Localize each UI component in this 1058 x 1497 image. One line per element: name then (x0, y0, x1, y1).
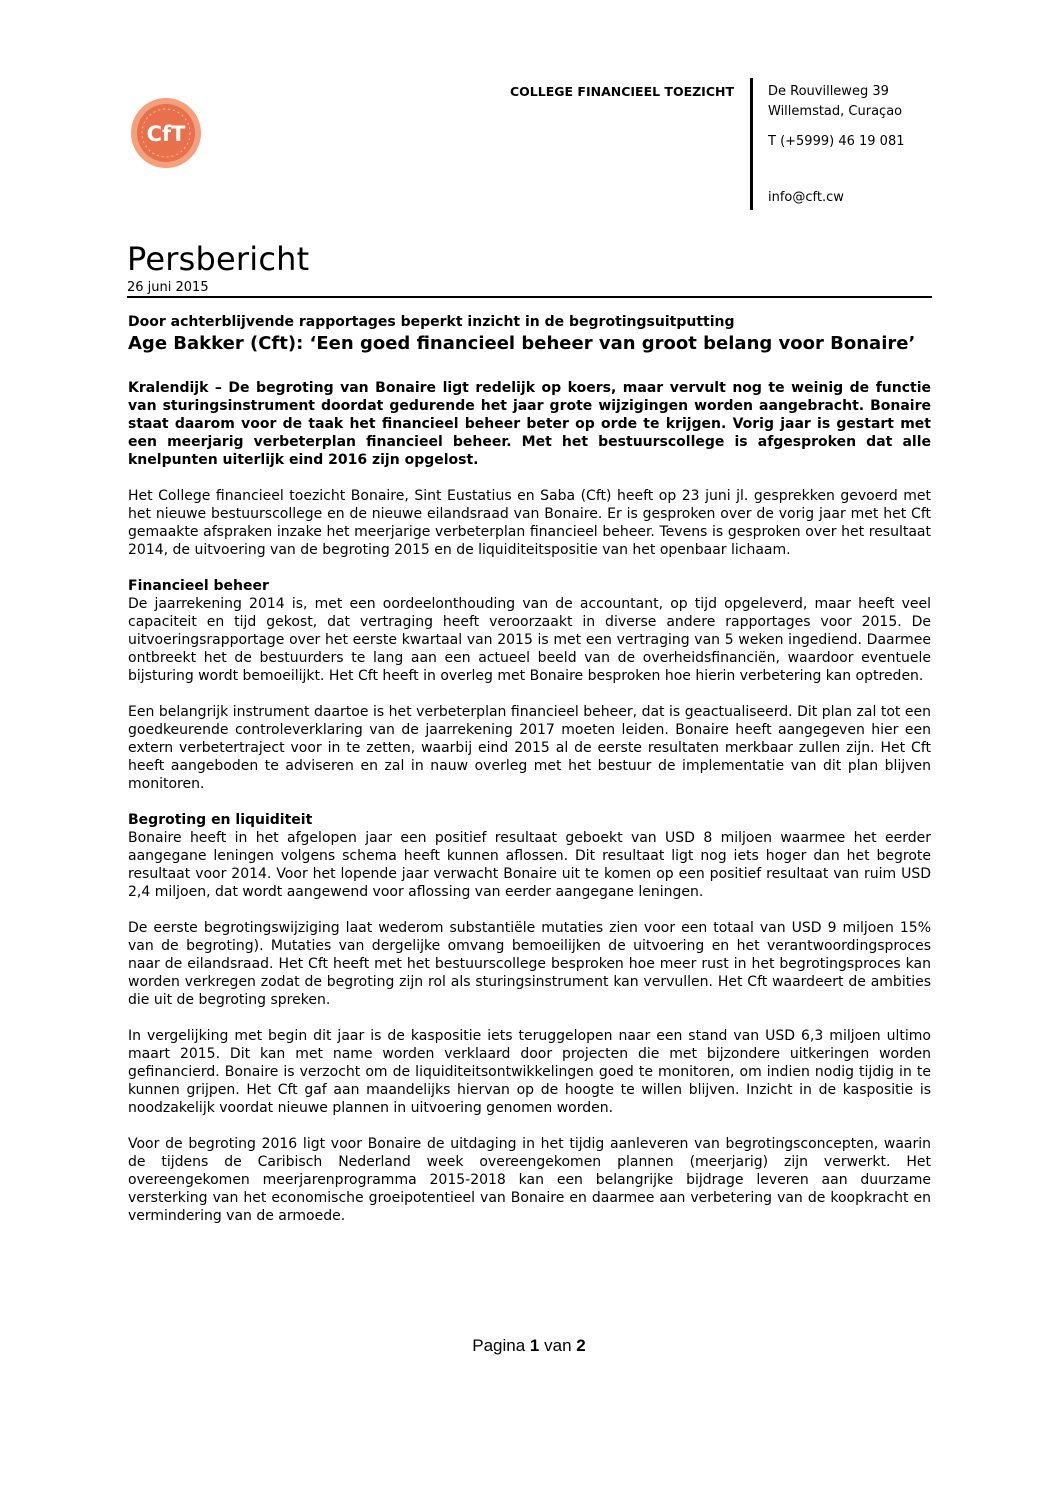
paragraph: Een belangrijk instrument daartoe is het verbeterplan financieel beheer, dat is geactualiseerd. Dit plan zal tot een goedkeurende controleverklaring van de jaarrekening 2017 moeten leiden. Bonaire heeft aangegeven hier een extern verbetertraject voor in te zetten, waarbij eind 2015 al de eerste resultaten merkbaar zullen zijn. Het Cft heeft aangeboden te adviseren en zal in nauw overleg met het bestuur de implementatie van dit plan blijven monitoren. (128, 704, 931, 792)
section-heading-financieel-beheer: Financieel beheer (128, 578, 269, 594)
address-line1: De Rouvilleweg 39 (768, 84, 889, 99)
address-line2: Willemstad, Curaçao (768, 104, 903, 119)
section-heading-begroting: Begroting en liquiditeit (128, 812, 313, 828)
cft-logo (130, 97, 202, 169)
phone: T (+5999) 46 19 081 (768, 134, 905, 149)
cft-logo-icon (130, 97, 202, 169)
page-current: 1 (529, 1336, 540, 1355)
page-word: Pagina (472, 1336, 526, 1355)
headline: Age Bakker (Cft): ‘Een goed financieel beheer van groot belang voor Bonaire’ (128, 333, 916, 354)
org-name: COLLEGE FINANCIEEL TOEZICHT (510, 84, 734, 99)
email-link[interactable]: info@cft.cw (768, 190, 844, 205)
paragraph: Bonaire heeft in het afgelopen jaar een positief resultaat geboekt van USD 8 miljoen waarmee het eerder aangegane leningen volgens schema heeft kunnen aflossen. Dit resultaat ligt nog iets hoger dan het begrote resultaat voor 2014. Voor het lopende jaar verwacht Bonaire uit te komen op een positief resultaat van ruim USD 2,4 miljoen, dat wordt aangewend voor aflossing van eerder aangegane leningen. (128, 830, 931, 900)
page-total: 2 (576, 1336, 586, 1355)
header-divider (750, 78, 753, 210)
paragraph: De eerste begrotingswijziging laat wederom substantiële mutaties zien voor een totaal van USD 9 miljoen 15% van de begroting). Mutaties van dergelijke omvang bemoeilijken de uitvoering en het verantwoordingsproces naar de eilandsraad. Het Cft heeft met het bestuurscollege besproken hoe meer rust in het begrotingsproces kan worden verkregen zodat de begroting zijn rol als sturingsinstrument kan vervullen. Het Cft waardeert de ambities die uit de begroting spreken. (128, 920, 931, 1008)
paragraph: De jaarrekening 2014 is, met een oordeelonthouding van de accountant, op tijd opgeleverd, maar heeft veel capaciteit en tijd gekost, dat vertraging heeft veroorzaakt in diverse andere rapportages voor 2015. De uitvoeringsrapportage over het eerste kwartaal van 2015 is met een vertraging van 5 weken ingediend. Daarmee ontbreekt het de bestuurders te lang aan een actueel beeld van de overheidsfinanciën, waardoor eventuele bijsturing wordt bemoeilijkt. Het Cft heeft in overleg met Bonaire besproken hoe hierin verbetering kan optreden. (128, 596, 931, 684)
document-date: 26 juni 2015 (127, 280, 209, 295)
of-word: van (544, 1336, 572, 1355)
document-body (128, 313, 931, 1225)
lead-paragraph: Kralendijk – De begroting van Bonaire ligt redelijk op koers, maar vervult nog te weinig de functie van sturingsinstrument doordat gedurende het jaar grote wijzigingen worden aangebracht. Bonaire staat daarom voor de taak het financieel beheer beter op orde te krijgen. Vorig jaar is gestart met een meerjarig verbeterplan financieel beheer. Met het bestuurscollege is afgesproken dat alle knelpunten uiterlijk eind 2016 zijn opgelost. (128, 380, 931, 468)
logo-text: CfT (146, 122, 186, 146)
paragraph: Voor de begroting 2016 ligt voor Bonaire de uitdaging in het tijdig aanleveren van begrotingsconcepten, waarin de tijdens de Caribisch Nederland week overeengekomen plannen (meerjarig) zijn verwerkt. Het overeengekomen meerjarenprogramma 2015-2018 kan een belangrijke bijdrage leveren aan duurzame versterking van het economische groeipotentieel van Bonaire en daarmee aan verbetering van de koopkracht en vermindering van de armoede. (128, 1136, 931, 1224)
subheading: Door achterblijvende rapportages beperkt inzicht in de begrotingsuitputting (128, 314, 735, 330)
address-block (768, 82, 902, 122)
page-footer (0, 1336, 1058, 1356)
paragraph: In vergelijking met begin dit jaar is de kaspositie iets teruggelopen naar een stand van USD 6,3 miljoen ultimo maart 2015. Dit kan met name worden verklaard door projecten die met bijzondere uitkeringen worden gefinancierd. Bonaire is verzocht om de liquiditeitsontwikkelingen goed te monitoren, om indien nodig tijdig in te kunnen grijpen. Het Cft gaf aan maandelijks hiervan op de hoogte te willen blijven. Inzicht in de kaspositie is noodzakelijk voordat nieuwe plannen in uitvoering genomen worden. (128, 1028, 931, 1116)
title-divider (127, 296, 932, 298)
intro-paragraph: Het College financieel toezicht Bonaire, Sint Eustatius en Saba (Cft) heeft op 23 juni jl. gesprekken gevoerd met het nieuwe bestuurscollege en de nieuwe eilandsraad van Bonaire. Er is gesproken over de vorig jaar met het Cft gemaakte afspraken inzake het meerjarige verbeterplan financieel beheer. Tevens is gesproken over het resultaat 2014, de uitvoering van de begroting 2015 en de liquiditeitspositie van het openbaar lichaam. (128, 488, 931, 558)
page-title: Persbericht (127, 240, 310, 278)
